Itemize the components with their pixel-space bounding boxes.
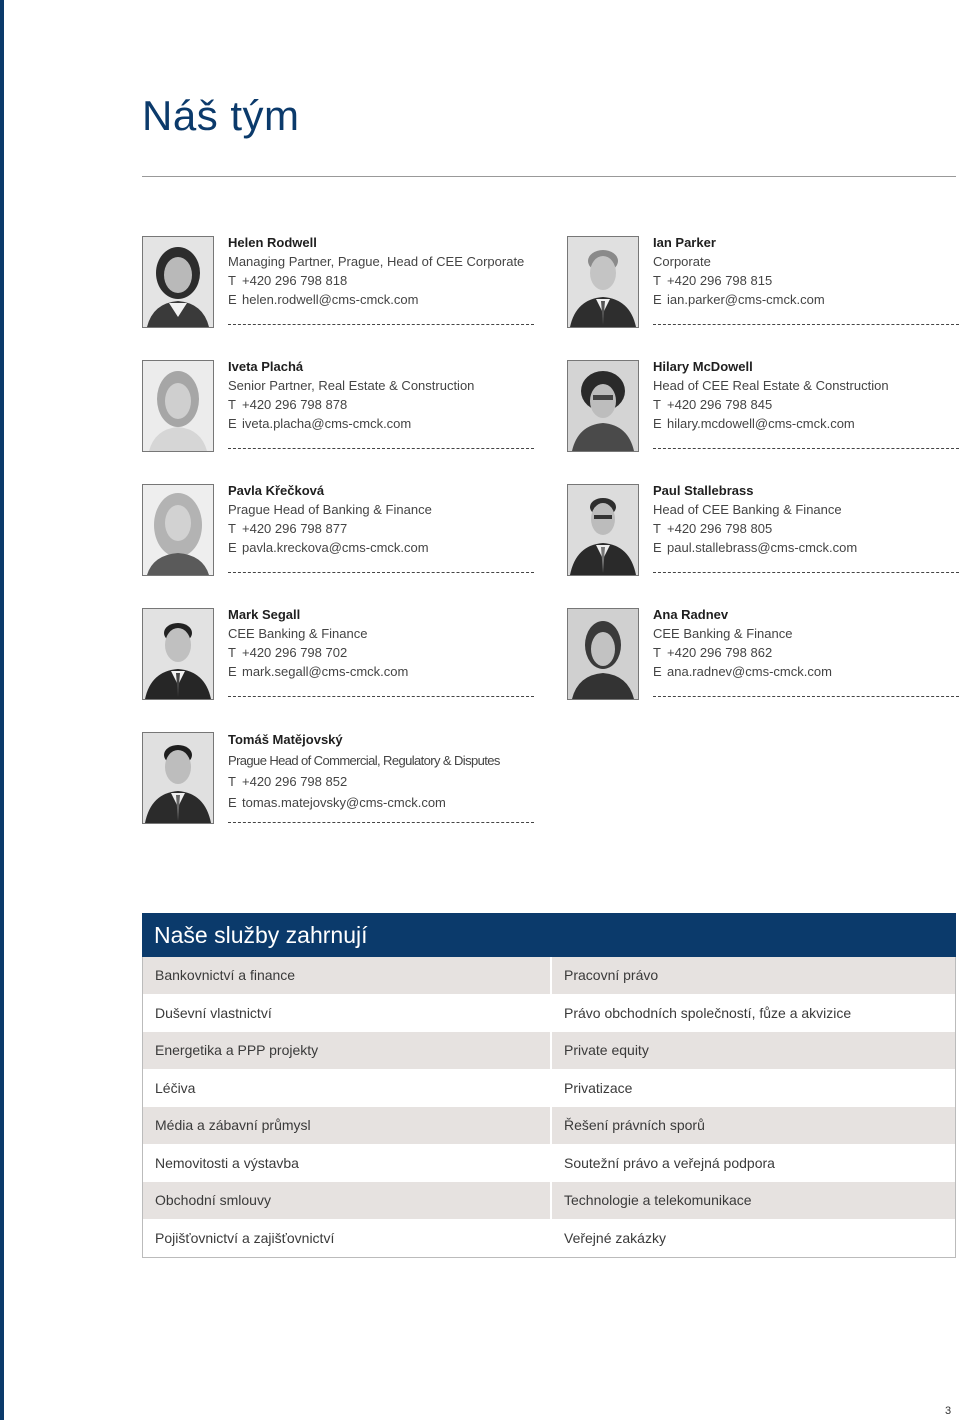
phone-prefix: T bbox=[228, 521, 236, 536]
member-email-row bbox=[228, 538, 534, 557]
member-role: Prague Head of Banking & Finance bbox=[228, 502, 432, 517]
team-member-card bbox=[567, 608, 959, 718]
service-item: Nemovitosti a výstavba bbox=[143, 1145, 550, 1183]
member-email-row bbox=[228, 662, 534, 681]
woman-portrait-photo bbox=[142, 360, 214, 452]
member-role: Senior Partner, Real Estate & Construction bbox=[228, 378, 475, 393]
title-divider bbox=[142, 176, 956, 177]
member-email[interactable]: ian.parker@cms-cmck.com bbox=[667, 292, 825, 307]
member-phone[interactable]: +420 296 798 852 bbox=[242, 774, 348, 789]
service-item: Energetika a PPP projekty bbox=[143, 1032, 550, 1070]
man-portrait-photo bbox=[567, 236, 639, 328]
member-phone[interactable]: +420 296 798 805 bbox=[667, 521, 773, 536]
woman-portrait-photo bbox=[142, 236, 214, 328]
member-name: Ana Radnev bbox=[653, 607, 729, 622]
member-phone-row bbox=[653, 643, 959, 662]
member-phone-row bbox=[228, 643, 534, 662]
service-item: Veřejné zakázky bbox=[552, 1220, 955, 1258]
dashed-divider bbox=[228, 572, 534, 573]
service-item: Právo obchodních společností, fůze a akvizice bbox=[552, 995, 955, 1033]
team-member-card bbox=[142, 484, 534, 594]
member-phone[interactable]: +420 296 798 815 bbox=[667, 273, 773, 288]
member-role: Head of CEE Real Estate & Construction bbox=[653, 378, 889, 393]
member-phone-row bbox=[653, 395, 959, 414]
member-role: CEE Banking & Finance bbox=[228, 626, 368, 641]
email-prefix: E bbox=[653, 292, 662, 307]
dashed-divider bbox=[653, 448, 959, 449]
man-portrait-photo bbox=[142, 732, 214, 824]
dashed-divider bbox=[653, 572, 959, 573]
member-phone[interactable]: +420 296 798 845 bbox=[667, 397, 773, 412]
email-prefix: E bbox=[228, 416, 237, 431]
service-item: Média a zábavní průmysl bbox=[143, 1107, 550, 1145]
service-item: Duševní vlastnictví bbox=[143, 995, 550, 1033]
member-name: Helen Rodwell bbox=[228, 235, 317, 250]
service-item: Léčiva bbox=[143, 1070, 550, 1108]
member-email[interactable]: hilary.mcdowell@cms-cmck.com bbox=[667, 416, 855, 431]
woman-portrait-photo bbox=[142, 484, 214, 576]
member-name: Hilary McDowell bbox=[653, 359, 753, 374]
member-role: Managing Partner, Prague, Head of CEE Corporate bbox=[228, 254, 525, 269]
man-portrait-photo bbox=[567, 484, 639, 576]
member-email-row bbox=[653, 414, 959, 433]
dashed-divider bbox=[228, 324, 534, 325]
team-member-card bbox=[142, 360, 534, 470]
services-panel bbox=[142, 913, 956, 1258]
phone-prefix: T bbox=[653, 645, 661, 660]
services-column-left bbox=[143, 957, 550, 1257]
phone-prefix: T bbox=[228, 774, 236, 789]
service-item: Pracovní právo bbox=[552, 957, 955, 995]
email-prefix: E bbox=[653, 540, 662, 555]
team-member-card bbox=[142, 236, 534, 346]
member-email-row bbox=[653, 538, 959, 557]
member-phone-row bbox=[228, 771, 534, 792]
email-prefix: E bbox=[653, 416, 662, 431]
member-phone[interactable]: +420 296 798 862 bbox=[667, 645, 773, 660]
email-prefix: E bbox=[653, 664, 662, 679]
member-role: Head of CEE Banking & Finance bbox=[653, 502, 842, 517]
service-item: Soutežní právo a veřejná podpora bbox=[552, 1145, 955, 1183]
member-name: Ian Parker bbox=[653, 235, 716, 250]
woman-portrait-photo bbox=[567, 360, 639, 452]
service-item: Obchodní smlouvy bbox=[143, 1182, 550, 1220]
phone-prefix: T bbox=[228, 645, 236, 660]
member-phone-row bbox=[228, 519, 534, 538]
member-role: Prague Head of Commercial, Regulatory & Disputes bbox=[228, 753, 500, 768]
dashed-divider bbox=[653, 696, 959, 697]
member-phone-row bbox=[653, 519, 959, 538]
member-email[interactable]: pavla.kreckova@cms-cmck.com bbox=[242, 540, 429, 555]
left-accent-bar bbox=[0, 0, 4, 1420]
service-item: Bankovnictví a finance bbox=[143, 957, 550, 995]
member-email[interactable]: iveta.placha@cms-cmck.com bbox=[242, 416, 412, 431]
member-email-row bbox=[653, 662, 959, 681]
service-item: Private equity bbox=[552, 1032, 955, 1070]
email-prefix: E bbox=[228, 795, 237, 810]
member-email[interactable]: helen.rodwell@cms-cmck.com bbox=[242, 292, 419, 307]
phone-prefix: T bbox=[653, 273, 661, 288]
page-number: 3 bbox=[945, 1405, 952, 1417]
team-member-card bbox=[567, 236, 959, 346]
member-name: Pavla Křečková bbox=[228, 483, 325, 498]
service-item: Pojišťovnictví a zajišťovnictví bbox=[143, 1220, 550, 1258]
man-portrait-photo bbox=[142, 608, 214, 700]
service-item: Privatizace bbox=[552, 1070, 955, 1108]
services-column-right bbox=[550, 957, 955, 1257]
member-name: Mark Segall bbox=[228, 607, 301, 622]
member-email[interactable]: mark.segall@cms-cmck.com bbox=[242, 664, 409, 679]
services-title: Naše služby zahrnují bbox=[142, 913, 956, 957]
member-email-row bbox=[228, 792, 534, 813]
service-item: Řešení právních sporů bbox=[552, 1107, 955, 1145]
dashed-divider bbox=[228, 822, 534, 823]
phone-prefix: T bbox=[228, 273, 236, 288]
member-phone[interactable]: +420 296 798 877 bbox=[242, 521, 348, 536]
email-prefix: E bbox=[228, 292, 237, 307]
member-phone[interactable]: +420 296 798 878 bbox=[242, 397, 348, 412]
email-prefix: E bbox=[228, 540, 237, 555]
member-email-row bbox=[653, 290, 959, 309]
dashed-divider bbox=[228, 448, 534, 449]
team-member-card bbox=[567, 360, 959, 470]
member-email[interactable]: ana.radnev@cms-cmck.com bbox=[667, 664, 832, 679]
member-phone-row bbox=[228, 271, 534, 290]
service-item: Technologie a telekomunikace bbox=[552, 1182, 955, 1220]
member-email[interactable]: tomas.matejovsky@cms-cmck.com bbox=[242, 795, 446, 810]
member-phone-row bbox=[228, 395, 534, 414]
email-prefix: E bbox=[228, 664, 237, 679]
member-email-row bbox=[228, 290, 534, 309]
team-member-card bbox=[142, 732, 534, 844]
member-name: Iveta Plachá bbox=[228, 359, 304, 374]
page-title: Náš tým bbox=[142, 92, 300, 140]
team-member-card bbox=[142, 608, 534, 718]
member-name: Tomáš Matějovský bbox=[228, 732, 343, 747]
member-phone[interactable]: +420 296 798 818 bbox=[242, 273, 348, 288]
team-member-card bbox=[567, 484, 959, 594]
phone-prefix: T bbox=[653, 521, 661, 536]
member-email-row bbox=[228, 414, 534, 433]
member-phone[interactable]: +420 296 798 702 bbox=[242, 645, 348, 660]
phone-prefix: T bbox=[228, 397, 236, 412]
dashed-divider bbox=[653, 324, 959, 325]
member-phone-row bbox=[653, 271, 959, 290]
woman-portrait-photo bbox=[567, 608, 639, 700]
phone-prefix: T bbox=[653, 397, 661, 412]
services-table bbox=[142, 957, 956, 1258]
dashed-divider bbox=[228, 696, 534, 697]
member-role: CEE Banking & Finance bbox=[653, 626, 793, 641]
member-email[interactable]: paul.stallebrass@cms-cmck.com bbox=[667, 540, 858, 555]
member-role: Corporate bbox=[653, 254, 711, 269]
member-name: Paul Stallebrass bbox=[653, 483, 754, 498]
